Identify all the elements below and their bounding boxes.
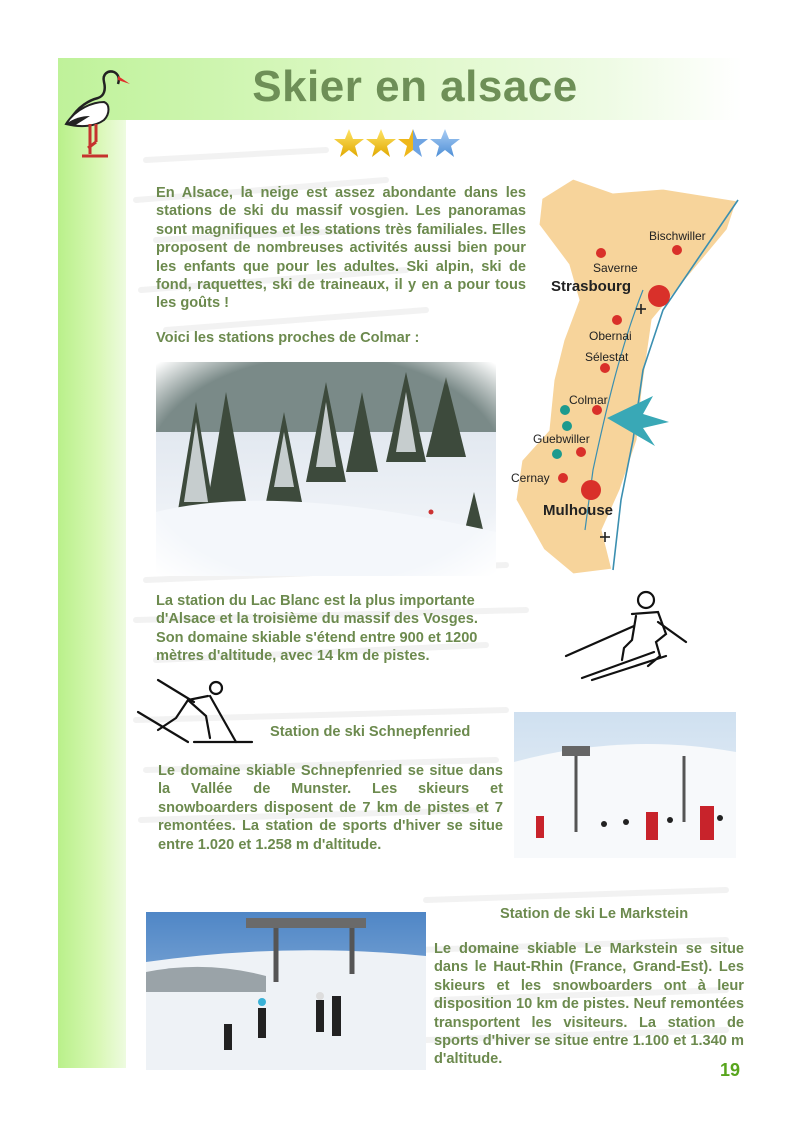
markstein-heading: Station de ski Le Markstein bbox=[500, 906, 689, 922]
schnepfenried-photo bbox=[514, 712, 736, 858]
page-number: 19 bbox=[720, 1060, 741, 1080]
cross-country-skier-icon bbox=[136, 672, 254, 748]
map-label-strasbourg: Strasbourg bbox=[551, 278, 632, 295]
star-3-half-icon bbox=[398, 129, 428, 157]
map-label-selestat: Sélestat bbox=[585, 350, 629, 364]
map-label-saverne: Saverne bbox=[593, 261, 638, 275]
stations-heading: Voici les stations proches de Colmar : bbox=[156, 330, 420, 346]
intro-paragraph: En Alsace, la neige est assez abondante dans les stations de ski du massif vosgien. Les panoramas sont magnifiques et les stations très familiales. Elles proposent de nombreuses activités aussi bien pour les enfants que pour les adultes. Ski alpin, ski de fond, raquettes, ski de traineaux, il y en a pour tous les goûts ! bbox=[156, 185, 526, 312]
lac-blanc-line: d'Alsace et la troisième du massif des Vosges. bbox=[156, 611, 478, 628]
schnepfenried-heading: Station de ski Schnepfenried bbox=[270, 724, 471, 740]
map-label-mulhouse: Mulhouse bbox=[543, 502, 613, 519]
map-label-cernay: Cernay bbox=[511, 471, 550, 485]
schnepfenried-paragraph: Le domaine skiable Schnepfenried se situe dans la Vallée de Munster. Les skieurs et snowboarders disposent de 7 km de pistes et 7 remontées. La station de sports d'hiver se situe entre 1.020 et 1.258 m d'altitude. bbox=[158, 763, 503, 853]
markstein-paragraph: Le domaine skiable Le Markstein se situe dans le Haut-Rhin (France, Grand-Est). Les skieurs et les snowboarders ont à leur disposition 10 km de pistes. Neuf remontées transportent les visiteurs. La station de sports d'hiver se situe entre 1.100 et 1.340 m d'altitude. bbox=[434, 941, 744, 1068]
map-label-bischwiller: Bischwiller bbox=[649, 229, 706, 243]
lac-blanc-photo bbox=[156, 362, 496, 576]
alsace-map bbox=[503, 170, 743, 580]
lac-blanc-line: Son domaine skiable s'étend entre 900 et 1200 bbox=[156, 629, 478, 646]
star-1-icon bbox=[334, 129, 364, 157]
star-4-icon bbox=[430, 129, 460, 157]
stork-icon bbox=[60, 62, 132, 162]
map-label-guebwiller: Guebwiller bbox=[533, 432, 590, 446]
lac-blanc-line: mètres d'altitude, avec 14 km de pistes. bbox=[156, 648, 430, 665]
lac-blanc-line: La station du Lac Blanc est la plus importante bbox=[156, 593, 475, 609]
rating-stars bbox=[333, 127, 463, 161]
markstein-photo bbox=[146, 912, 426, 1070]
page-title: Skier en alsace bbox=[252, 62, 578, 111]
star-2-icon bbox=[366, 129, 396, 157]
lac-blanc-text bbox=[156, 592, 478, 666]
map-label-obernai: Obernai bbox=[589, 329, 632, 343]
map-label-colmar: Colmar bbox=[569, 393, 608, 407]
alpine-skier-icon bbox=[562, 586, 692, 682]
left-green-strip bbox=[58, 58, 126, 1068]
